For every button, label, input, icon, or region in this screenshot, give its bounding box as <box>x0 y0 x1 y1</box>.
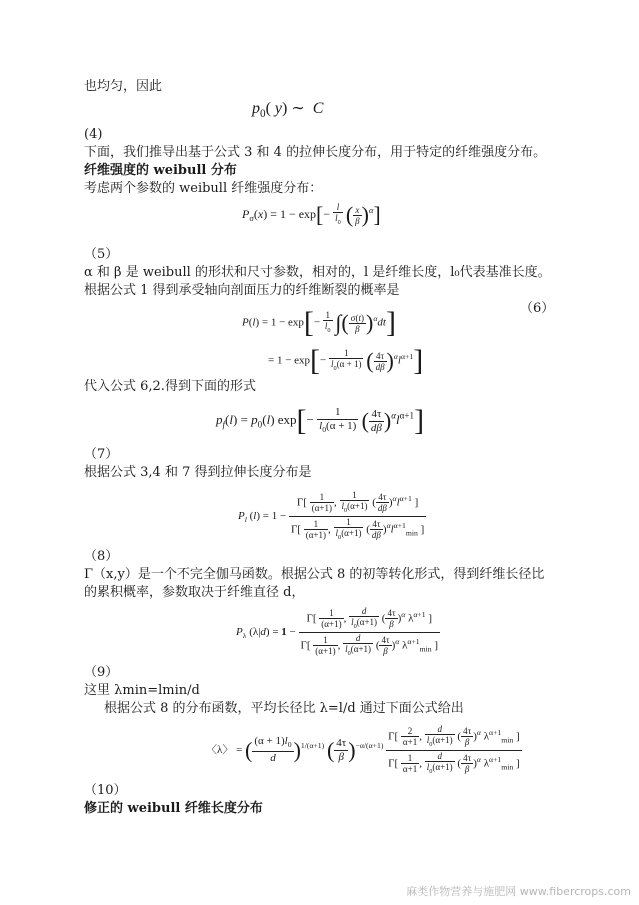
text-line-11: 根据公式 8 的分布函数，平均长径比 λ=l/d 通过下面公式给出 <box>104 701 464 716</box>
equation-number-10: （10） <box>84 783 127 798</box>
watermark: 麻类作物营养与施肥网 www.fibercrops.com <box>406 885 631 898</box>
text-line-3: 考虑两个参数的 weibull 纤维强度分布： <box>84 181 323 196</box>
text-line-1: 也均匀，因此 <box>84 79 163 94</box>
equation-10: 〈λ〉 = ( $\frac{(\alpha + 1)l_0}{d}$ )$^{1/(\alpha+1)}$ ( $\frac{4\tau}{\beta}$ )$^{-\alpha/(\alpha+1)}$ Γ[ $\frac{2}{\alpha+1}$ , $\frac{d}{l_0(\alpha+1)}$ ( $\frac{4\tau}{\beta}$ )$^\alpha$ $\lambda^{\alpha+1}_{min}$ ] Γ[ $\frac{1}{\alpha+1}$ , $\frac{d}{l_0(\alpha+1)}$ ( $\frac{4\tau}{\beta}$ )$^\alpha$ $\lambda^{\alpha+1}_{min}$ ] <box>206 724 520 775</box>
equation-5: $P_\sigma(x) = 1 - \exp[-$ $\frac{l}{l_0}$ ( $\frac{x}{\beta}$ )$^\alpha$] <box>242 202 381 227</box>
text-line-2: 下面，我们推导出基于公式 3 和 4 的拉伸长度分布，用于特定的纤维强度分布。 <box>84 145 547 160</box>
equation-number-9: （9） <box>84 665 119 680</box>
section-heading-weibull-strength: 纤维强度的 weibull 分布 <box>84 163 237 178</box>
equation-number-7: （7） <box>84 447 119 462</box>
equation-number-5: （5） <box>84 247 119 262</box>
equation-number-6: （6） <box>520 301 555 316</box>
text-line-6: 代入公式 6,2.得到下面的形式 <box>84 379 256 394</box>
equation-number-8: （8） <box>84 549 119 564</box>
text-line-8: Γ（x,y）是一个不完全伽马函数。根据公式 8 的初等转化形式，得到纤维长径比 <box>84 567 545 582</box>
equation-9: $P_\lambda$ (λ|d) = 1 − Γ[ $\frac{1}{(\alpha+1)}$ , $\frac{d}{l_0(\alpha+1)}$ ( $\frac{4\tau}{\beta}$ )$^\alpha$ $\lambda^{\alpha+1}$ ] Γ[ $\frac{1}{(\alpha+1)}$ , $\frac{d}{l_0(\alpha+1)}$ ( $\frac{4\tau}{\beta}$ )$^\alpha$ $\lambda^{\alpha+1}_{min}$ ] <box>236 606 439 657</box>
text-line-5: 根据公式 1 得到承受轴向剖面压力的纤维断裂的概率是 <box>84 283 400 298</box>
text-line-10: 这里 λmin=lmin/d <box>84 683 200 698</box>
equation-p0: $p_0$( y) ∼ C <box>252 100 324 121</box>
text-line-4: α 和 β 是 weibull 的形状和尺寸参数，相对的，l 是纤维长度，l₀代表基准长度。 <box>84 265 551 280</box>
text-line-9: 的累积概率，参数取决于纤维直径 d， <box>84 585 305 600</box>
equation-6-line-2: = 1 − exp[− $\frac{1}{l_0(\alpha + 1)}$ ( $\frac{4\tau}{d\beta}$ )$^\alpha l^{\alpha+1}$] <box>268 344 424 377</box>
equation-7: $p_f(l) = p_0(l)$ exp[− $\frac{1}{l_0(\alpha + 1)}$ ( $\frac{4\tau}{d\beta}$ )$^\alpha l^{\alpha+1}$] <box>216 404 425 437</box>
text-line-7: 根据公式 3,4 和 7 得到拉伸长度分布是 <box>84 465 312 480</box>
equation-number-4: (4) <box>84 127 103 142</box>
equation-8: $P_l$ (l) = 1 − Γ[ $\frac{1}{(\alpha+1)}$ , $\frac{1}{l_0(\alpha+1)}$ ( $\frac{4\tau}{d\beta}$ )$^\alpha l^{\alpha+1}$ ] Γ[ $\frac{1}{(\alpha+1)}$ , $\frac{1}{l_0(\alpha+1)}$ ( $\frac{4\tau}{d\beta}$ )$^\alpha l^{\alpha+1}_{min}$ ] <box>238 490 425 541</box>
equation-6-line-1: P(l) = 1 − exp[− $\frac{1}{l_0}$ ∫( $\frac{\sigma(t)}{\beta}$ )$^\alpha$dt] <box>242 306 396 339</box>
section-heading-modified-weibull: 修正的 weibull 纤维长度分布 <box>84 801 263 816</box>
